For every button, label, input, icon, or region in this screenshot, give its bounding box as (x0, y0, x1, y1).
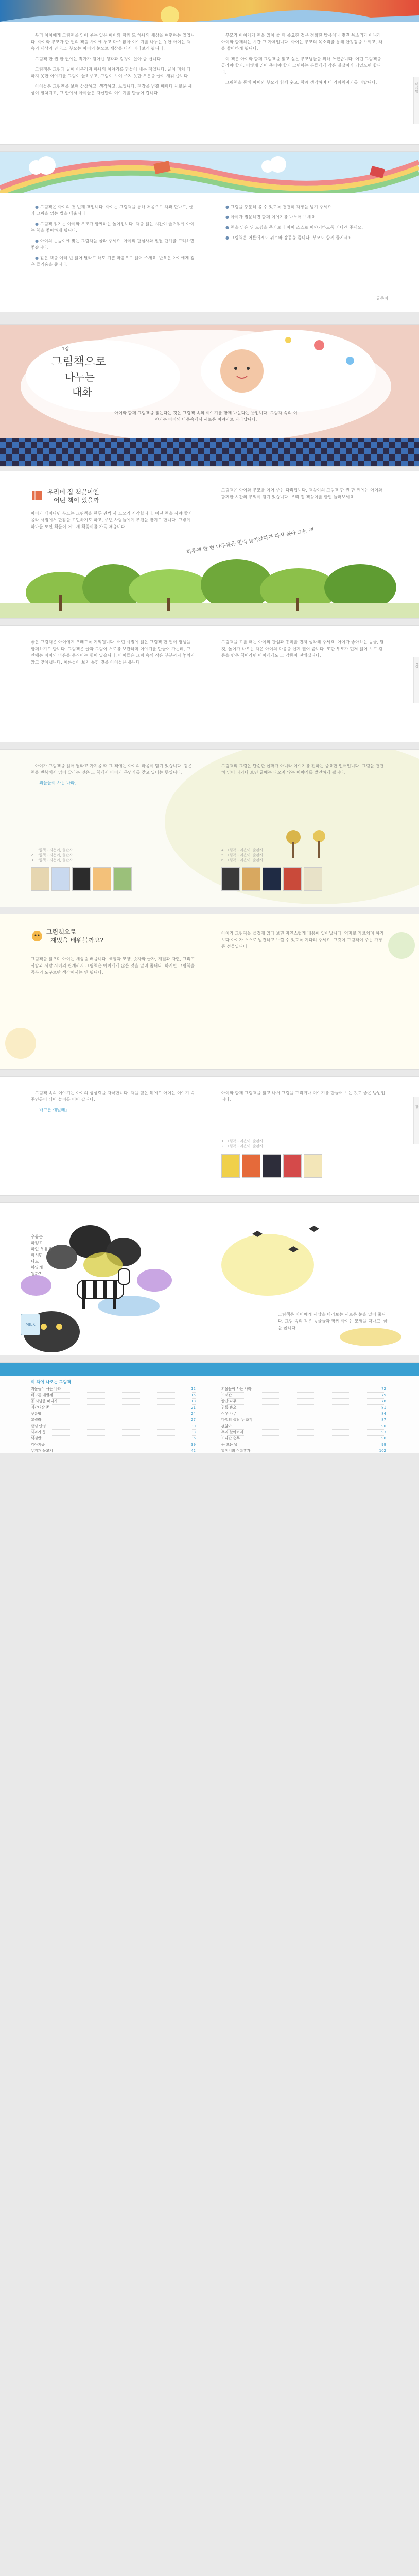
side-tab (413, 77, 419, 124)
side-tab: 1장 (413, 1097, 419, 1144)
bullet-icon: ● (225, 235, 231, 240)
index-entry (31, 1411, 196, 1417)
book-cover (304, 867, 322, 891)
index-entry-page: 12 (191, 1387, 196, 1391)
index-entry-title: 지각대장 존 (31, 1405, 50, 1410)
index-entry (31, 1442, 196, 1448)
index-entry (221, 1399, 386, 1405)
side-tab: 1장 (413, 657, 419, 703)
highlight-title: 「괴물들이 사는 나라」 (35, 781, 79, 785)
index-entry-page: 27 (191, 1418, 196, 1422)
index-entry-title: 강아지똥 (31, 1443, 45, 1447)
index-right-list (221, 1386, 386, 1453)
index-entry-page: 36 (191, 1436, 196, 1440)
tip-item: ● 그림을 충분히 볼 수 있도록 천천히 책장을 넘겨 주세요. (225, 205, 334, 209)
index-entry-title: 괴물들이 사는 나라 (31, 1387, 61, 1391)
index-entry-title: 넉점반 (31, 1436, 42, 1440)
index-title: 이 책에 나오는 그림책 (31, 1380, 71, 1384)
page-preface (0, 0, 419, 144)
bullet-icon: ● (225, 225, 231, 230)
trees-illustration (278, 827, 340, 863)
book-cover (51, 867, 70, 891)
bullet-icon: ● (35, 205, 40, 209)
page-right-column: 아이와 함께 그림책을 읽고 나서 그림을 그리거나 이야기를 만들어 보는 것도 좋은 방법입니다. (221, 1091, 386, 1102)
book-cover (283, 1154, 302, 1178)
book-cover (242, 867, 260, 891)
index-entry-page: 21 (191, 1405, 196, 1410)
poem-text: 우유는 하얗고 하얀 우유를 마시면 나도 하얗게 될까? (31, 1234, 53, 1276)
paragraph: 이 책은 아이와 함께 그림책을 읽고 싶은 부모님들을 위해 쓰였습니다. 어떤 그림책을 골라야 할지, 어떻게 읽어 주어야 할지 고민하는 분들에게 작은 길잡이가 되었으면 합니다. (221, 57, 381, 75)
index-entry (221, 1417, 386, 1423)
index-entry (221, 1448, 386, 1453)
index-entry-page: 84 (381, 1412, 386, 1416)
index-entry (221, 1436, 386, 1442)
section-right-column: 그림책은 아이와 부모를 이어 주는 다리입니다. 책꽂이의 그림책 한 권 한 권에는 아이와 함께한 시간의 추억이 담겨 있습니다. 우리 집 책꽂이를 한번 둘러보세요. (221, 488, 383, 499)
tip-item: ● 책을 읽은 뒤 느낌을 묻기보다 아이 스스로 이야기하도록 기다려 주세요. (225, 225, 363, 230)
section-heading: 그림책으로 재밌을 배워볼까요? (46, 928, 103, 944)
index-entry (31, 1386, 196, 1393)
rainbow-header-illustration (0, 152, 419, 193)
index-entry-page: 39 (191, 1443, 196, 1447)
chapter-intro: 아이와 함께 그림책을 읽는다는 것은 그림책 속의 이야기를 함께 나눈다는 뜻입니다. 그림책 속의 이야기는 아이의 마음속에서 새로운 이야기로 자라납니다. (114, 411, 298, 422)
index-entry (31, 1448, 196, 1453)
index-entry-page: 90 (381, 1424, 386, 1428)
index-entry-page: 87 (381, 1418, 386, 1422)
book-cover (31, 867, 49, 891)
chapter-opener (0, 325, 419, 466)
section-left-column: 아이가 태어나면 부모는 그림책을 한두 권씩 사 모으기 시작합니다. 어떤 책을 사야 할지 몰라 서점에서 한참을 고민하기도 하고, 주변 사람들에게 추천을 받기도 합니다. 그렇게 하나둘 모인 책들이 어느새 책꽂이를 가득 채웁니다. (31, 511, 193, 529)
index-entry-page: 15 (191, 1393, 196, 1397)
book-list-index (0, 1363, 419, 1453)
index-header-bar (0, 1363, 419, 1376)
paragraph: 그림책 한 권 한 권에는 작가가 담아낸 생각과 감정이 살아 숨 쉽니다. (35, 57, 162, 61)
page-right-text: 그림책은 아이에게 세상을 바라보는 새로운 눈을 열어 줍니다. 그림 속의 작은 동물들과 함께 아이는 모험을 떠나고, 꿈을 꿉니다. (278, 1312, 388, 1330)
index-entry (31, 1405, 196, 1411)
preface-left-column (31, 32, 196, 100)
tip-item: ● 그림책은 아이의 첫 번째 책입니다. 아이는 그림책을 통해 처음으로 책과 만나고, 글과 그림을 읽는 법을 배웁니다. (31, 205, 194, 216)
tip-item: ● 그림책은 어른에게도 위로와 감동을 줍니다. 부모도 함께 즐기세요. (225, 235, 354, 240)
captions: 1. 그림책 - 지은이, 출판사 2. 그림책 - 지은이, 출판사 (221, 1139, 264, 1148)
gallery-left-text: 아이가 그림책을 읽어 달라고 가져올 때 그 책에는 아이의 마음이 담겨 있습니다. 같은 책을 반복해서 읽어 달라는 것은 그 책에서 아이가 무언가를 찾고 있다는 뜻입니다. 「괴물들이 사는 나라」 (31, 764, 193, 785)
bullet-icon: ● (35, 239, 40, 243)
bullet-icon: ● (35, 256, 40, 260)
zebra-night-illustration (0, 1203, 419, 1355)
index-entry-title: 달님 안녕 (31, 1424, 46, 1428)
bullet-icon: ● (225, 215, 231, 219)
index-entry-title: 곰 사냥을 떠나자 (31, 1399, 58, 1403)
book-cover (242, 1154, 260, 1178)
section-learning (0, 914, 419, 1069)
index-entry (221, 1423, 386, 1430)
book-icon (31, 489, 44, 502)
index-entry (221, 1386, 386, 1393)
page-text-spread (0, 626, 419, 742)
index-entry-title: 할머니의 여름휴가 (221, 1449, 251, 1453)
index-entry-title: 여우 나무 (221, 1412, 237, 1416)
index-entry-page: 99 (381, 1443, 386, 1447)
tips-right-column (221, 204, 386, 245)
index-entry-page: 93 (381, 1430, 386, 1434)
index-entry-title: 사과가 쿵 (31, 1430, 46, 1434)
index-entry-title: 무지개 물고기 (31, 1449, 53, 1453)
index-entry-title: 도서관 (221, 1393, 232, 1397)
preface-right-column (221, 32, 386, 90)
index-entry-title: 배고픈 애벌레 (31, 1393, 53, 1397)
captions-right: 4. 그림책 - 지은이, 출판사 5. 그림책 - 지은이, 출판사 6. 그림책 - 지은이, 출판사 (221, 848, 264, 862)
index-entry (221, 1442, 386, 1448)
index-entry-page: 24 (191, 1412, 196, 1416)
index-entry (31, 1423, 196, 1430)
sun-character-icon (30, 929, 44, 943)
index-entry (31, 1430, 196, 1436)
spread-right-column: 그림책을 고를 때는 아이의 관심과 흥미를 먼저 생각해 주세요. 아이가 좋아하는 동물, 탈것, 놀이가 나오는 책은 아이의 마음을 쉽게 열어 줍니다. 또한 부모가 먼저 읽어 보고 감동을 받은 책이라면 아이에게도 그 감동이 전해집니다. (221, 640, 384, 658)
index-entry (221, 1405, 386, 1411)
curved-poem-text: 하루에 한 번 나무들은 멀리 날아갔다가 다시 돌아 오는 새 (186, 527, 315, 555)
index-entry (31, 1393, 196, 1399)
index-entry (221, 1393, 386, 1399)
index-entry-page: 78 (381, 1399, 386, 1403)
page-imagination (0, 1077, 419, 1195)
index-entry (31, 1399, 196, 1405)
page-reading-tips (0, 152, 419, 312)
index-entry (221, 1430, 386, 1436)
book-cover (72, 867, 91, 891)
forest-illustration (0, 546, 419, 618)
index-entry-title: 우리 할아버지 (221, 1430, 243, 1434)
book-cover (283, 867, 302, 891)
page-background (0, 1453, 419, 2576)
index-left-list (31, 1386, 196, 1453)
index-entry (31, 1417, 196, 1423)
book-cover (263, 1154, 281, 1178)
index-entry-page: 102 (379, 1449, 386, 1453)
index-entry-page: 96 (381, 1436, 386, 1440)
index-entry-page: 81 (381, 1405, 386, 1410)
section-heading: 우리네 집 책꽂이엔 어떤 책이 있을까 (47, 488, 99, 504)
gallery-right-text: 그림책의 그림은 단순한 삽화가 아니라 이야기를 전하는 중요한 언어입니다. 그림을 천천히 읽어 나가다 보면 글에는 나오지 않는 이야기를 발견하게 됩니다. (221, 764, 384, 775)
section-bookshelf (0, 471, 419, 618)
section-left-column: 그림책을 읽으며 아이는 세상을 배웁니다. 색깔과 모양, 숫자와 글자, 계절과 자연, 그리고 사람과 사람 사이의 관계까지 그림책은 아이에게 많은 것을 알려 줍니다. 하지만 그림책을 공부의 도구로만 생각해서는 안 됩니다. (31, 957, 195, 975)
bullet-icon: ● (225, 205, 231, 209)
page-illustration-spread (0, 1203, 419, 1355)
index-entry-title: 빨간 나무 (221, 1399, 237, 1403)
index-entry-title: 고릴라 (31, 1418, 42, 1422)
page-left-column: 그림책 속의 이야기는 아이의 상상력을 자극합니다. 책을 덮은 뒤에도 아이는 이야기 속 주인공이 되어 놀이를 이어 갑니다. 「배고픈 애벌레」 (31, 1091, 195, 1112)
chapter-title: 그림책으로 나누는 대화 (51, 355, 107, 398)
page-books-gallery (0, 750, 419, 907)
highlight-title: 「배고픈 애벌레」 (35, 1108, 69, 1112)
index-entry-title: 구름빵 (31, 1412, 42, 1416)
spread-left-column: 좋은 그림책은 아이에게 오래도록 기억됩니다. 어린 시절에 읽은 그림책 한 권이 평생을 함께하기도 합니다. 그림책은 글과 그림이 서로를 보완하며 이야기를 만들어 가는데, 그 안에는 아이의 마음을 움직이는 힘이 있습니다. 아이들은 그림 속의 작은 부분까지 놓치지 않고 찾아냅니다. 어른들이 보지 못한 것을 아이들은 봅니다. (31, 640, 195, 665)
captions-left: 1. 그림책 - 지은이, 출판사 2. 그림책 - 지은이, 출판사 3. 그림책 - 지은이, 출판사 (31, 848, 73, 862)
index-entry (31, 1436, 196, 1442)
book-cover (221, 1154, 240, 1178)
side-tab-label: 머리말 (415, 82, 419, 93)
tip-item: ● 아이의 눈높이에 맞는 그림책을 골라 주세요. 아이의 관심사와 발달 단계를 고려하면 좋습니다. (31, 239, 195, 250)
chapter-number: 1장 (62, 347, 69, 352)
index-entry-title: 괴물들이 사는 나라 (221, 1387, 252, 1391)
sunset-header-illustration (0, 0, 419, 22)
index-entry-title: 괜찮아 (221, 1424, 232, 1428)
index-entry-title: 마법의 설탕 두 조각 (221, 1418, 253, 1422)
book-covers-left (31, 867, 132, 891)
index-entry-page: 18 (191, 1399, 196, 1403)
book-covers-right (221, 867, 322, 891)
index-entry-title: 커다란 순무 (221, 1436, 240, 1440)
tip-item: ● 아이가 질문하면 함께 이야기를 나누어 보세요. (225, 215, 317, 219)
index-entry (221, 1411, 386, 1417)
paragraph: 그림책을 통해 아이와 부모가 함께 웃고, 함께 생각하며 더 가까워지기를 바랍니다. (225, 80, 377, 85)
book-cover (221, 867, 240, 891)
index-entry-page: 72 (381, 1387, 386, 1391)
index-entry-title: 위를 봐요! (221, 1405, 238, 1410)
index-entry-page: 33 (191, 1430, 196, 1434)
tips-left-column (31, 204, 196, 272)
paragraph: 부모가 아이에게 책을 읽어 줄 때 중요한 것은 정확한 발음이나 멋진 목소리가 아니라 아이와 함께하는 시간 그 자체입니다. 아이는 부모의 목소리를 통해 안정감을 느끼고, 책을 좋아하게 됩니다. (221, 33, 383, 51)
book-cover (93, 867, 111, 891)
book-covers (221, 1154, 322, 1178)
index-entry-page: 42 (191, 1449, 196, 1453)
paragraph: 그림책은 그림과 글이 어우러져 하나의 이야기를 만들어 내는 책입니다. 글이 미처 다 하지 못한 이야기를 그림이 들려주고, 그림이 보여 주지 못한 부분을 글이 채워 줍니다. (31, 67, 191, 78)
tip-item: ● 같은 책을 여러 번 읽어 달라고 해도 기쁜 마음으로 읽어 주세요. 반복은 아이에게 깊은 즐거움을 줍니다. (31, 256, 195, 267)
paragraph: 아이들은 그림책을 보며 상상하고, 생각하고, 느낍니다. 책장을 넘길 때마다 새로운 세상이 펼쳐지고, 그 안에서 아이들은 자신만의 이야기를 만들어 갑니다. (31, 84, 193, 95)
paragraph: 우리 아이에게 그림책을 읽어 주는 일은 아이와 함께 또 하나의 세상을 여행하는 일입니다. 아이와 부모가 한 권의 책을 사이에 두고 마주 앉아 이야기를 나누는 동안 아이는 책 속의 세상과 만나고, 부모는 아이의 눈으로 세상을 다시 바라보게 됩니다. (31, 33, 195, 51)
section-right-column: 아이가 그림책을 즐겁게 읽다 보면 자연스럽게 배움이 일어납니다. 억지로 가르치려 하기보다 아이가 스스로 발견하고 느낄 수 있도록 기다려 주세요. 그것이 그림책이 주는 가장 큰 선물입니다. (221, 931, 384, 949)
book-cover (304, 1154, 322, 1178)
book-cover (113, 867, 132, 891)
index-entry-page: 30 (191, 1424, 196, 1428)
tip-item: ● 그림책 읽기는 아이와 부모가 함께하는 놀이입니다. 책을 읽는 시간이 즐거워야 아이는 책을 좋아하게 됩니다. (31, 222, 195, 233)
index-entry-title: 눈 오는 날 (221, 1443, 238, 1447)
book-cover (263, 867, 281, 891)
index-entry-page: 75 (381, 1393, 386, 1397)
milk-carton: MILK (21, 1314, 40, 1335)
bullet-icon: ● (35, 222, 40, 226)
signature: 글쓴이 (376, 296, 388, 301)
